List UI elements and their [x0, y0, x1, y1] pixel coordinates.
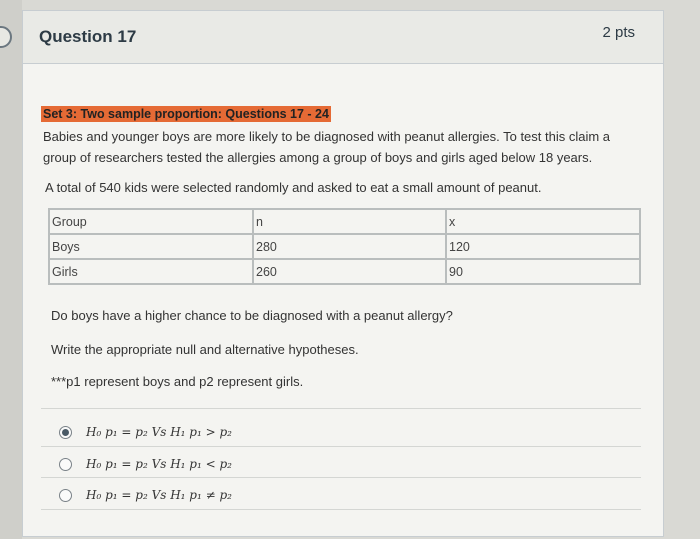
- answer-divider: [41, 477, 641, 478]
- question-title: Question 17: [39, 27, 137, 46]
- paragraph-line-2: group of researchers tested the allergies among a group of boys and girls aged below 18 years.: [43, 150, 593, 165]
- table-header-cell: x: [446, 209, 640, 234]
- table-cell: Girls: [49, 259, 253, 284]
- radio-icon[interactable]: [59, 458, 72, 471]
- paragraph-total: A total of 540 kids were selected randomly and asked to eat a small amount of peanut.: [45, 180, 542, 195]
- table-header-row: [49, 209, 640, 234]
- answer-option-2[interactable]: [59, 453, 232, 475]
- answer-divider: [41, 509, 641, 510]
- table-row: [49, 234, 640, 259]
- paragraph-line-1: Babies and younger boys are more likely to be diagnosed with peanut allergies. To test this claim a: [43, 129, 611, 144]
- radio-icon[interactable]: [59, 489, 72, 502]
- prompt-note: ***p1 represent boys and p2 represent girls.: [51, 374, 304, 389]
- table-header-cell: n: [253, 209, 446, 234]
- answer-option-1[interactable]: [59, 421, 232, 443]
- table-cell: 280: [253, 234, 446, 259]
- table-cell: 90: [446, 259, 640, 284]
- prompt-instruction: Write the appropriate null and alternative hypotheses.: [51, 342, 359, 357]
- table-row: [49, 259, 640, 284]
- table-cell: 120: [446, 234, 640, 259]
- answer-option-label: H₀ p₁ = p₂ Vs H₁ p₁ ≠ p₂: [86, 488, 232, 502]
- set-label: Set 3: Two sample proportion: Questions 17 - 24: [43, 107, 329, 121]
- answer-option-label: H₀ p₁ = p₂ Vs H₁ p₁ > p₂: [86, 425, 232, 439]
- table-cell: 260: [253, 259, 446, 284]
- answers-divider: [41, 408, 641, 409]
- answer-divider: [41, 446, 641, 447]
- status-circle-icon: [0, 26, 12, 48]
- left-edge: [0, 0, 22, 539]
- answer-option-3[interactable]: [59, 484, 232, 506]
- table-header-cell: Group: [49, 209, 253, 234]
- question-body: [23, 63, 663, 533]
- question-points: 2 pts: [602, 24, 635, 41]
- prompt-question: Do boys have a higher chance to be diagnosed with a peanut allergy?: [51, 308, 453, 323]
- question-card: [22, 10, 664, 537]
- data-table: [48, 208, 641, 285]
- question-header: [23, 11, 663, 64]
- answer-option-label: H₀ p₁ = p₂ Vs H₁ p₁ < p₂: [86, 457, 232, 471]
- radio-selected-icon[interactable]: [59, 426, 72, 439]
- table-cell: Boys: [49, 234, 253, 259]
